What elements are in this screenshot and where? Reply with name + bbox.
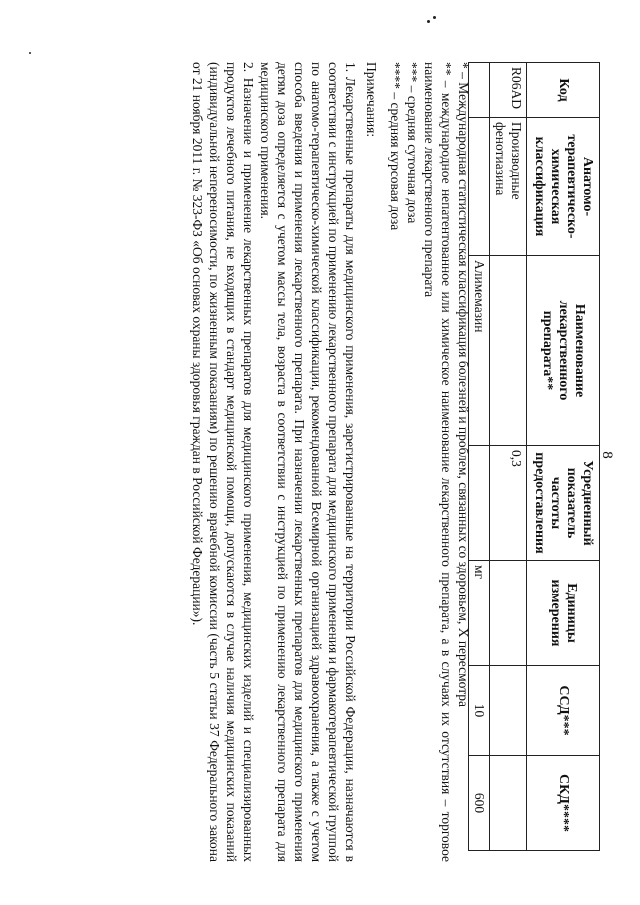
header-drug-name: Наименование лекарственного препарата**: [527, 256, 600, 446]
cell-atc: Производные фенотиазина: [490, 118, 527, 256]
notes-section: [189, 62, 380, 862]
footnote-inn: ** – международное непатентованное или химическое наименование лекарственного препарата, а в случаях их отсутствия – торговое наименование лекарственного препарата: [422, 62, 454, 862]
footnote-icd: * – Международная статистическая классификация болезней и проблем, связанных со здоровьем, X пересмотра: [456, 62, 471, 708]
drug-table: [468, 62, 600, 851]
cell-daily-dose: 10: [469, 666, 490, 756]
rotated-page: [30, 15, 620, 895]
table-row: [490, 63, 527, 851]
footnotes: [387, 62, 472, 862]
page-number: 8: [599, 451, 615, 459]
cell-code: R06AD: [490, 63, 527, 118]
header-units: Единицы измерения: [527, 561, 600, 666]
note-item-1: 1. Лекарственные препараты для медицинского применения, зарегистрированные на территории Российской Федерации, назначаются в соответствии с инструкцией по применению лекарственного препарата для медицинского применения и фармакотерапевтической группой по анатомо-терапевтическо-химической классификации, рекомендованной Всемирной организацией здравоохранения, а также с учетом способа введения и применения лекарственного препарата. При назначении лекарственных препаратов для медицинского применения детям доза определяется с учетом массы тела, возраста в соответствии с инструкцией по применению лекарственного препарата для медицинского применения.: [258, 62, 358, 862]
notes-title: Примечания:: [364, 62, 379, 138]
cell-units: мг: [469, 561, 490, 666]
cell-daily-dose: [490, 666, 527, 756]
header-atc: Анатомо-терапевтическо-химическая классификация: [527, 118, 600, 256]
table-header-row: [527, 63, 600, 851]
cell-units: [490, 561, 527, 666]
cell-course-dose: 600: [469, 756, 490, 851]
cell-course-dose: [490, 756, 527, 851]
header-code: Код: [527, 63, 600, 118]
note-item-2: 2. Назначение и применение лекарственных препаратов для медицинского применения, медицинских изделий и специализированных продуктов лечебного питания, не входящих в стандарт медицинской помощи, допускаются в случае наличия медицинских показаний (индивидуальной непереносимости, по жизненным показаниям) по решению врачебной комиссии (часть 5 статьи 37 Федерального закона от 21 ноября 2011 г. № 323-ФЗ «Об основах охраны здоровья граждан в Российской Федерации»).: [190, 62, 256, 862]
header-course-dose: СКД****: [527, 756, 600, 851]
cell-drug-name: Алимемазин: [469, 256, 490, 446]
cell-frequency: 0,3: [490, 446, 527, 561]
footnote-course-dose: **** – средняя курсовая доза: [388, 62, 403, 231]
header-daily-dose: ССД***: [527, 666, 600, 756]
footnote-daily-dose: *** – средняя суточная доза: [405, 62, 420, 224]
header-frequency: Усредненный показатель частоты предоставления: [527, 446, 600, 561]
cell-drug-name: [490, 256, 527, 446]
